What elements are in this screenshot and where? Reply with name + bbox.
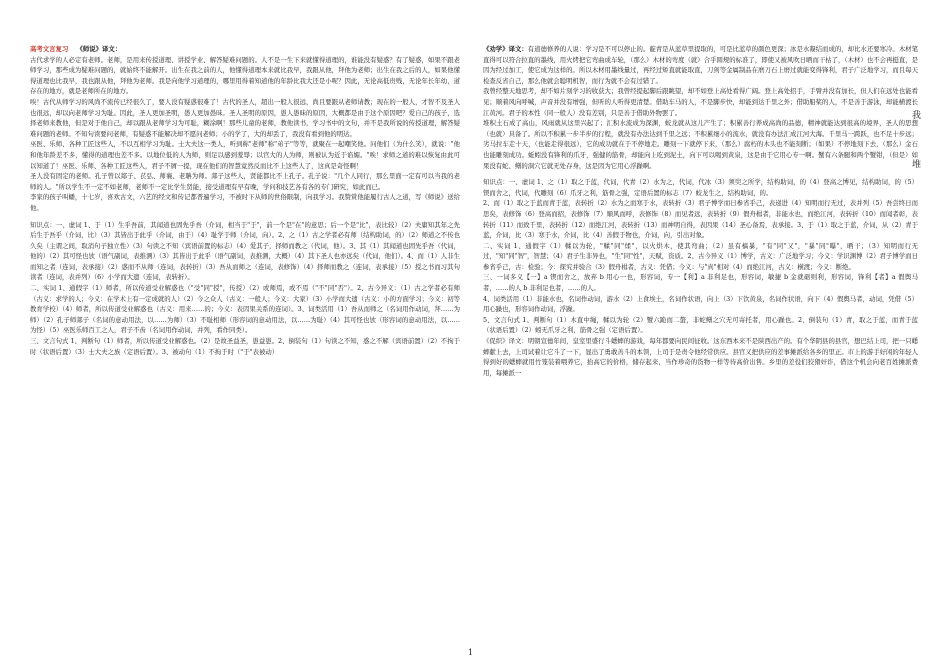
quanxue-knowledge-3: 二、实词 1、通假字（1）輮以为轮，"輮"同"煣"，以火烘木，使其弯曲；（2）虽有槁暴，"有"同"又"，"暴"同"曝"，晒干；（3）知明而行无过，"知"同"智"，智慧；（4）君子生非异也，"生"同"性"，天赋，资质。2、古今异义（1）博学，古义：广泛地学习；今义：学识渊博（2）君子博学而日参省乎己，古：检验；今：探究并验合（3）假舟楫者，古义：凭借；今义：与"真"相对（4）而绝江河，古义：横渡；今义：断绝。	[483, 241, 918, 271]
cuzhi-translation: 《促织》译文：明朝宣德年间，皇室里盛行斗蟋蟀的游戏，每年都要向民间征收。这东西本来不是陕西出产的。有个华阴县的县官，想巴结上司，把一只蟋蟀献上去，上司试着让它斗了一下，显出了勇敢善斗的本领，上司于是责令他经常供应。县官又把供应的差事摊派给各乡的里正。市上的游手好闲的年轻人得到好的蟋蟀就用竹笼装着喂养它，抬高它的价格，储存起来，当作珍奇的货物一样等待高价出售。乡里的差役们狡猾奸诈，借这个机会向老百姓摊派费用，每摊派一	[483, 337, 918, 377]
shishuo-para-2: 唉！古代从师学习的风尚不流传已经很久了，要人没有疑惑很难了！古代的圣人，超出一般人很远，尚且要跟从老师请教；现在的一般人，才智不及圣人也很远，却以向老师学习为耻。因此，圣人更加圣明，愚人更加愚昧。圣人圣明的原因，愚人愚昧的原因，大概都是由于这个原因吧？爱自己的孩子，选择老师来教他，但是对于他自己，却以跟从老师学习为可耻，糊涂啊！那些儿童的老师，教他读书，学习书中的文句，并不是我所说的传授道理，解答疑难问题的老师。不知句读要问老师，有疑惑不能解决却不愿问老师；小的学了，大的却丢了，我没有看到他的明达。	[30, 97, 460, 138]
shishuo-para-1: 古代求学的人必定有老师。老师，是用来传授道理、讲授学业、解答疑难问题的。人不是一生下来就懂得道理的，谁能没有疑惑？有了疑惑，如果不跟老师学习，那些成为疑难问题的，就始终不能解开。出生在我之前的人，他懂得道理本来就比我早，我跟从他，拜他为老师；出生在我之后的人，如果他懂得道理也比我早，我也跟从他，拜他为老师。我是向他学习道理的，哪里用得着知道他的年龄比我大还是小呢？因此，无论高低贵贱，无论年长年幼，道存在的地方，就是老师所在的地方。	[30, 55, 460, 96]
left-column	[30, 44, 460, 357]
knowledge-points-3: 三、文言句式 1、判断句（1）师者，所以传道受业解惑也。（2）是故圣益圣，愚益愚。2、倒装句（1）句读之不知，惑之不解（宾语前置）（2）不拘于时（状语后置）（3）士大夫之族（定语后置）。3、被动句（1）不拘于时（"于"表被动）	[30, 337, 460, 356]
quanxue-para-1	[483, 44, 918, 86]
quanxue-text-1: 有道德修养的人说：学习是不可以停止的。靛青是从蓝草里提取的，可是比蓝草的颜色更深；冰是水凝结而成的，却比水还要寒冷。木材笔直得可以符合拉直的墨线，用火烤把它弯曲成车轮，（那么）木材的弯度（就）合乎圆规的标准了，即使又被风吹日晒而干枯了，（木材）也不会再挺直，是因为经过加工，使它成为这样的。所以木材用墨线量过，再经过矫直就能取直，刀剑等金属制品在磨刀石上磨过就能变得锋利，君子广泛地学习，而且每天检查反省自己，那么他就会聪明机智，而行为就不会有过错了。	[483, 45, 918, 85]
shishuo-para-3: 巫医、乐师、各种工匠这些人，不以互相学习为耻。士大夫这一类人，听到称"老师"称"弟子"等等，就聚在一起嘲笑他。问他们（为什么笑），就说："他和他年龄差不多，懂得的道理也差不多。以地位低的人为师，则足以感到羞辱；以官大的人为师，则被认为近于谄媚。"唉！求师之道的难以恢复由此可以知道了！巫医、乐师、各种工匠这些人，君子不屑一提，现在他们的智慧竟然反而比不上这些人了，这真是奇怪啊！	[30, 140, 460, 170]
knowledge-points-1: 知识点：一、虚词 1、于（1）生乎吾前，其闻道也固先乎吾（介词，相当于"于"，前一个是"在"的意思；后一个是"比"，表比较）（2）夫庸知其年之先后生于吾乎（介词，比）（3）其皆出于此乎（介词，由于）（4）耻学于师（介词，向）。2、之（1）古之学者必有师（结构助词，的）（2）师道之不传也久矣（主谓之间，取消句子独立性）（3）句读之不知（宾语前置的标志）（4）爱其子，择师而教之（代词，他）。3、其（1）其闻道也固先乎吾（代词，他的）（2）其可怪也欤（语气副词，表推测）（3）其皆出于此乎（语气副词，表推测，大概）（4）其下圣人也亦远矣（代词，他们）。4、而（1）人非生而知之者（连词，表承接）（2）惑而不从师（连词，表转折）（3）吾从而师之（连词，表修饰）（4）择师而教之（连词，表承接）（5）授之书而习其句读者（连词，表并列）（6）小学而大遗（连词，表转折）。	[30, 220, 460, 282]
quanxue-knowledge-5: 4、词类活用（1）非能水也，名词作动词，游水（2）上食埃土，名词作状语，向上（3）下饮黄泉，名词作状语，向下（4）假舆马者，动词，凭借（5）用心躁也，形容词作动词，浮躁。	[483, 294, 918, 314]
quanxue-knowledge-6: 5、文言句式 1、判断句（1）木直中绳，輮以为轮（2）蟹六跪而二螯，非蛇鳝之穴无可寄托者，用心躁也。2、倒装句（1）青，取之于蓝，而青于蓝（状语后置）（2）蚓无爪牙之利，筋骨之强（定语后置）。	[483, 315, 918, 335]
right-column	[483, 44, 918, 378]
quanxue-para-3: 堆积土石成了高山，风雨就从这里兴起了；汇积水流成为深渊，蛟龙就从这儿产生了；积累善行养成高尚的品德，精神就能达到很高的境界，圣人的思想（也就）具备了。所以不积累一步半步的行程，就没有办法达到千里之远；不积累细小的流水，就没有办法汇成江河大海。千里马一跨跃，也不足十步远；劣马拉车走十天，（也能走得很远），它的成功就在于不停地走。雕刻一下就停下来，（那么）腐朽的木头也不能刻断；（如果）不停地刻下去，（那么）金石也能雕刻成功。蚯蚓没有锋利的爪牙，强健的筋骨，却能向上吃到泥土，向下可以喝到黄泉，这是由于它用心专一啊。蟹有六条腿和两个蟹钳，（但是）如果没有蛇、鳝的洞穴它就无处存身，这是因为它用心浮躁啊。	[483, 119, 918, 170]
page-number: 1	[468, 648, 474, 657]
knowledge-points-2: 二、实词 1、通假字（1）师者，所以传道受业解惑也（"受"同"授"，传授）（2）或师焉，或不焉（"不"同"否"）。2、古今异义：（1）古之学者必有师（古义：求学的人；今义：在学术上有一定成就的人）（2）今之众人（古义：一般人；今义：大家）（3）小学而大遗（古义：小的方面学习；今义：初等教育学校）（4）师者，所以传道受业解惑也（古义：用来……的；今义：表因果关系的连词）。3、词类活用（1）吾从而师之（名词用作动词，拜……为师）（2）孔子师郯子（名词的意动用法，以……为师）（3）不耻相师（形容词的意动用法，以……为耻）（4）其可怪也欤（形容词的意动用法，以……为怪）（5）巫医乐师百工之人，君子不齿（名词用作动词，并列，看作同类）。	[30, 284, 460, 335]
translation-title-quanxue: 《劝学》译文：	[483, 45, 528, 53]
quanxue-para-2: 我曾经整天地思考，却不如片刻学习的收获大；我曾经提起脚后跟眺望，却不如登上高处看得广阔。登上高处招手，手臂并没有加长，但人们在远处也能看见；顺着风向呼喊，声音并没有增强，但听的人听得更清楚。借助车马的人，不是脚步快，却能到达千里之外；借助船桨的人，不是善于游泳，却能横渡长江黄河。君子的本性（同一般人）没有差别，只是善于借助外物罢了。	[483, 87, 918, 117]
quanxue-knowledge-4: 三、一词多义【一】a 锲而舍之，放弃 b 用心一也，形容词，专一【利】a 非利足也，形容词，敏捷 b 金就砺则利，形容词，锋利【者】a 假舆马者，……的人 b 非利足也者，……的人。	[483, 273, 918, 293]
doc-title: 高考文言复习	[30, 45, 69, 53]
margin-char-dui: 堆	[912, 160, 922, 170]
left-title-line	[30, 44, 460, 55]
quanxue-knowledge-2: 2、而（1）取之于蓝而青于蓝，表转折（2）水为之而寒于水，表转折（3）君子博学而日参省乎己，表递进（4）知明而行无过，表并列（5）吾尝终日而思矣，表修饰（6）登高而招，表修饰（7）顺风而呼，表修饰（8）而见者远，表转折（9）假舟楫者，非能水也，而绝江河，表转折（10）而闻者彰，表转折（11）而致千里，表转折（12）而绝江河，表转折（13）而神明自得，表因果（14）圣心备焉，表承接。3、于（1）取之于蓝，介词，从（2）青于蓝，介词，比（3）寒于水，介词，比（4）善假于物也，介词，向，引出对象。	[483, 199, 918, 240]
shishuo-para-5: 李家的孩子叫蟠，十七岁，喜欢古文，六艺的经文和传记都普遍学习，不被时下从师的世俗限制，向我学习。我赞赏他能履行古人之道，写《师说》送给他。	[30, 193, 460, 212]
shishuo-para-4: 圣人没有固定的老师。孔子曾以郯子、苌弘、师襄、老聃为师。郯子这些人，贤能都比不上孔子。孔子说："几个人同行，那么里面一定有可以当我的老师的人。"所以学生不一定不如老师，老师不一定比学生贤能，接受道理有早有晚，学问和技艺各有各的专门研究，如此而已。	[30, 172, 460, 191]
margin-char-wo: 我	[912, 111, 922, 121]
quanxue-knowledge-1: 知识点：一、虚词 1、之（1）取之于蓝，代词，代青（2）水为之，代词，代冰（3）须臾之所学，结构助词，的（4）登高之博见，结构助词，的（5）锲而舍之，代词，代雕刻（6）爪牙之利，筋骨之强，定语后置的标志（7）蛟龙生之，结构助词，的。	[483, 178, 918, 197]
translation-title-shishuo: 《师说》译文：	[76, 45, 122, 53]
